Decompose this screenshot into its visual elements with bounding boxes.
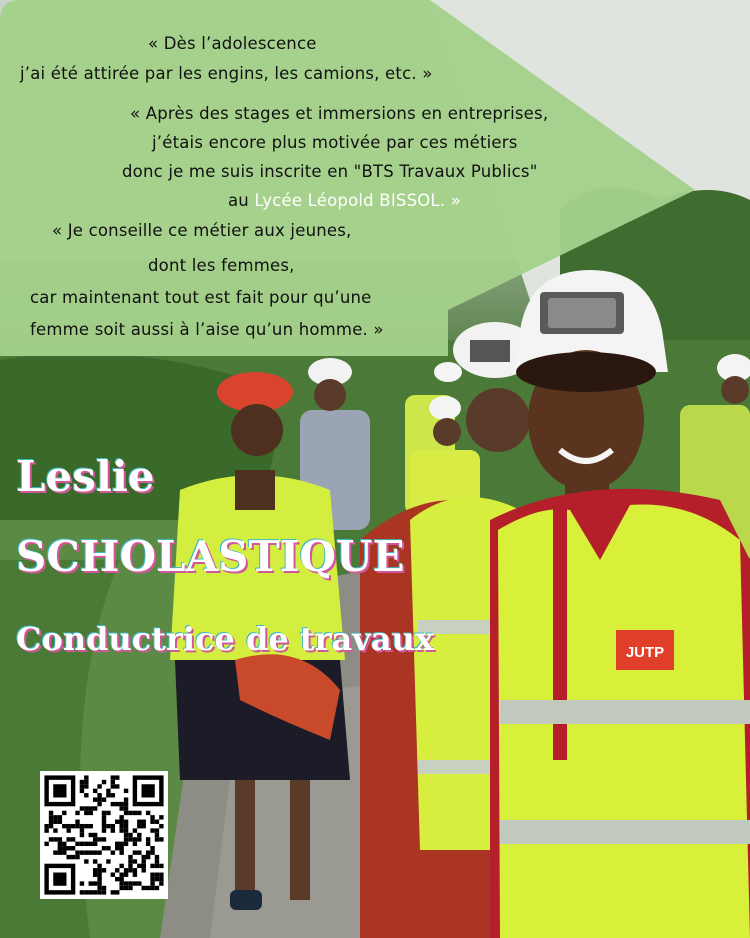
quote2-line3: donc je me suis inscrite en "BTS Travaux Publics" (122, 162, 538, 181)
qr-code-icon[interactable] (40, 771, 168, 899)
quote3-line4: femme soit aussi à l’aise qu’un homme. » (30, 320, 384, 339)
quote2-line4 (228, 191, 461, 210)
quote3-line1: « Je conseille ce métier aux jeunes, (52, 221, 352, 240)
school-name: Lycée Léopold BISSOL. (254, 191, 446, 210)
quote2-line4-pre: au (228, 191, 249, 210)
svg-text:JUTP: JUTP (625, 644, 665, 661)
quote1-line1: « Dès l’adolescence (148, 34, 317, 53)
last-name: SCHOLASTIQUE (16, 532, 405, 581)
quote2-line1: « Après des stages et immersions en entreprises, (130, 104, 549, 123)
quote2-line4-post: » (450, 191, 462, 210)
job-title: Conductrice de travaux (16, 620, 434, 658)
quote1-line2: j’ai été attirée par les engins, les camions, etc. » (20, 64, 433, 83)
qr-code-pattern (40, 771, 168, 899)
first-name: Leslie (16, 452, 155, 501)
quote2-line2: j’étais encore plus motivée par ces métiers (152, 133, 518, 152)
quote3-line3: car maintenant tout est fait pour qu’une (30, 288, 372, 307)
quote3-line2: dont les femmes, (148, 256, 295, 275)
